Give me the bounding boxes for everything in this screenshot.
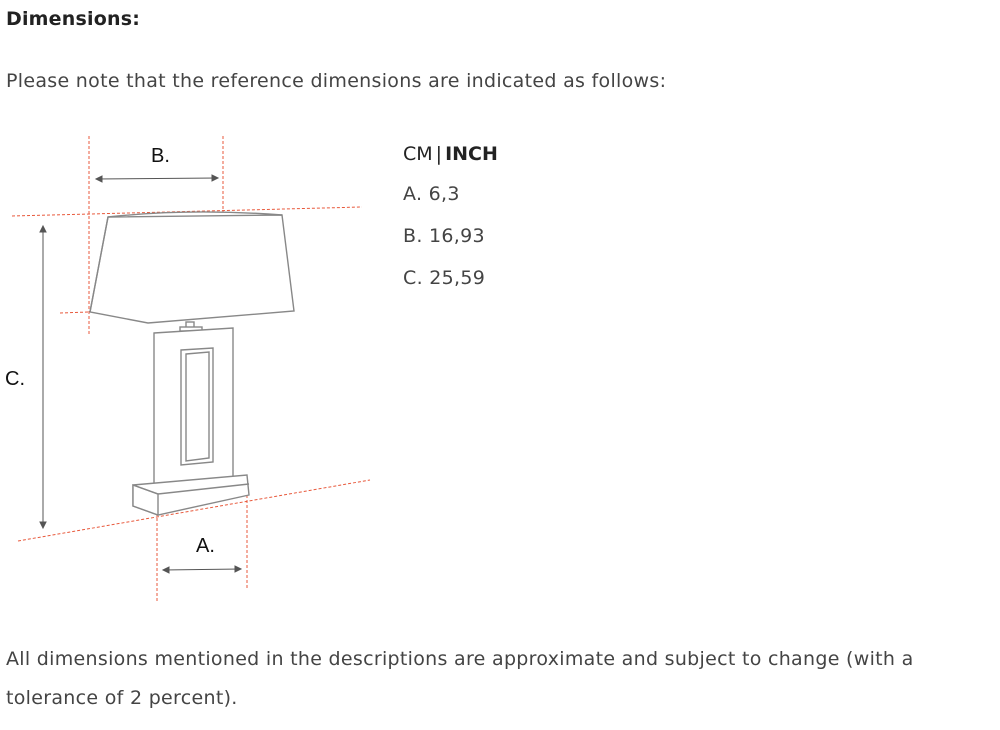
tolerance-note: All dimensions mentioned in the descriptions are approximate and subject to change (with a tolerance of 2 percent). <box>6 648 914 709</box>
label-c: C. <box>5 368 25 390</box>
dimension-a: A. 6,3 <box>403 183 460 205</box>
lamp-dimension-diagram <box>0 128 380 608</box>
unit-inch: INCH <box>445 143 498 165</box>
unit-header <box>403 140 703 168</box>
dimension-c: C. 25,59 <box>403 267 486 289</box>
section-heading: Dimensions: <box>6 8 141 30</box>
unit-cm: CM <box>403 143 433 165</box>
label-a: A. <box>196 535 215 557</box>
lamp-illustration <box>90 212 294 515</box>
intro-text: Please note that the reference dimensions are indicated as follows: <box>6 70 667 92</box>
dimension-b: B. 16,93 <box>403 225 485 247</box>
label-b: B. <box>151 145 170 167</box>
unit-separator: | <box>435 143 443 165</box>
dimension-values <box>403 140 703 304</box>
